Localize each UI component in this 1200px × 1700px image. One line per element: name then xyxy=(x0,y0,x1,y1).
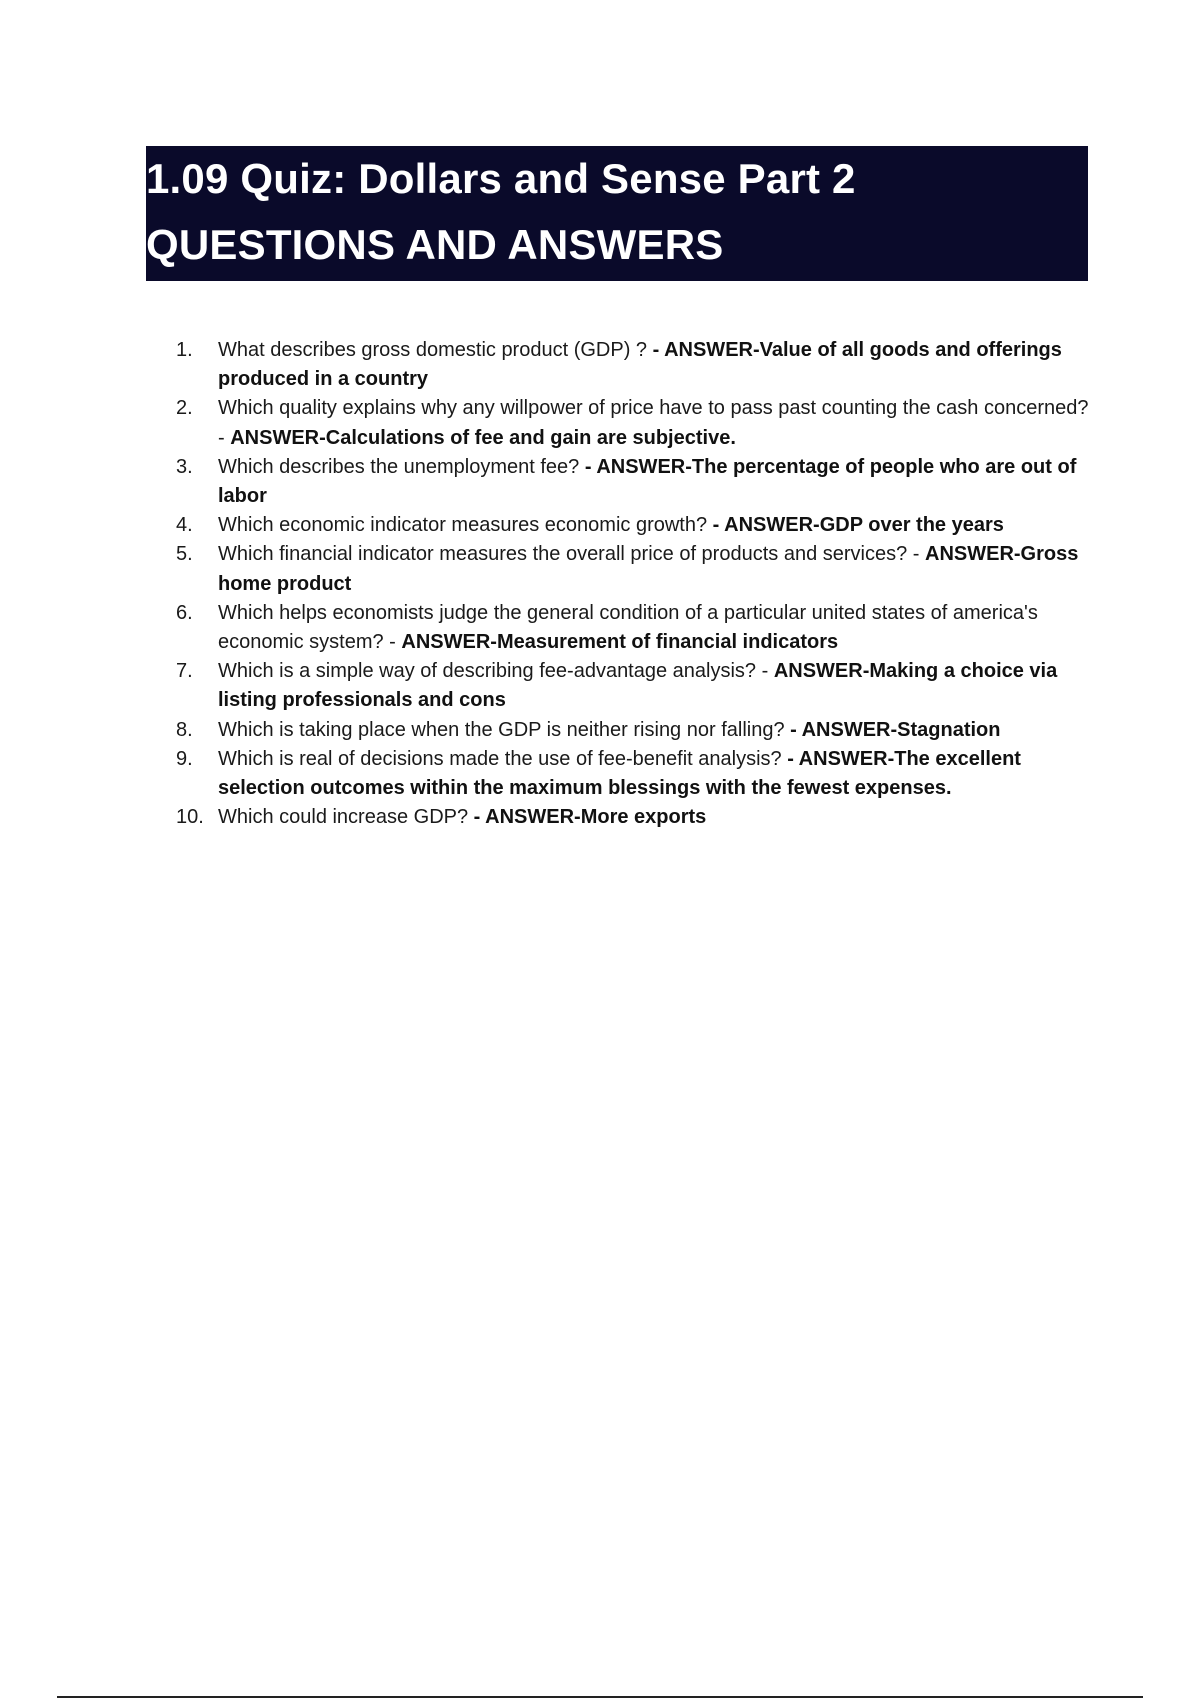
item-number: 6. xyxy=(176,601,193,624)
document-subtitle: QUESTIONS AND ANSWERS xyxy=(146,221,724,268)
item-number: 8. xyxy=(176,718,193,741)
item-number: 5. xyxy=(176,543,193,566)
list-item-7 xyxy=(176,657,1096,715)
title-banner xyxy=(146,146,1088,281)
question-text: Which financial indicator measures the overall price of products and services? - xyxy=(218,543,925,566)
question-text: Which quality explains why any willpower of price have to pass past counting the cash concerned? - xyxy=(218,397,1089,449)
list-item-8 xyxy=(176,716,1096,745)
item-number: 10. xyxy=(176,806,204,829)
list-item-6 xyxy=(176,599,1096,657)
question-text: Which is a simple way of describing fee-advantage analysis? - xyxy=(218,660,774,683)
question-text: Which economic indicator measures economic growth? xyxy=(218,514,713,537)
list-item-9 xyxy=(176,745,1096,803)
question-text: Which is taking place when the GDP is neither rising nor falling? xyxy=(218,718,791,741)
question-text: Which is real of decisions made the use of fee-benefit analysis? xyxy=(218,747,788,770)
answer-text: ANSWER-Making a choice via listing professionals and cons xyxy=(218,660,1058,712)
answer-text: - ANSWER-GDP over the years xyxy=(712,514,1004,537)
item-number: 9. xyxy=(176,747,193,770)
answer-text: - ANSWER-Value of all goods and offerings produced in a country xyxy=(218,339,1062,391)
question-answer-list xyxy=(176,336,1096,832)
list-item-4 xyxy=(176,511,1096,540)
question-text: What describes gross domestic product (GDP) ? xyxy=(218,339,653,361)
answer-text: - ANSWER-The percentage of people who are out of labor xyxy=(218,455,1077,508)
answer-text: - ANSWER-The excellent selection outcomes within the maximum blessings with the fewest expenses. xyxy=(218,747,1021,800)
item-number: 1. xyxy=(176,339,193,361)
footer-divider xyxy=(57,1696,1143,1698)
item-number: 3. xyxy=(176,455,193,478)
list-item-3 xyxy=(176,453,1096,511)
list-item-2 xyxy=(176,394,1096,452)
list-item-5 xyxy=(176,540,1096,598)
answer-text: ANSWER-Calculations of fee and gain are subjective. xyxy=(230,426,736,449)
item-number: 2. xyxy=(176,397,193,420)
question-text: Which could increase GDP? xyxy=(218,806,474,829)
item-number: 7. xyxy=(176,660,193,683)
list-item-1 xyxy=(176,336,1096,394)
answer-text: ANSWER-Measurement of financial indicators xyxy=(401,631,839,654)
answer-text: ANSWER-Gross home product xyxy=(218,543,1079,595)
answer-text: - ANSWER-More exports xyxy=(473,806,707,829)
item-number: 4. xyxy=(176,514,193,537)
question-text: Which describes the unemployment fee? xyxy=(218,455,585,478)
list-item-10 xyxy=(176,803,1096,832)
question-text: Which helps economists judge the general condition of a particular united states of america's economic system? - xyxy=(218,601,1038,654)
answer-text: - ANSWER-Stagnation xyxy=(790,718,1001,741)
document-title: 1.09 Quiz: Dollars and Sense Part 2 xyxy=(146,155,856,202)
